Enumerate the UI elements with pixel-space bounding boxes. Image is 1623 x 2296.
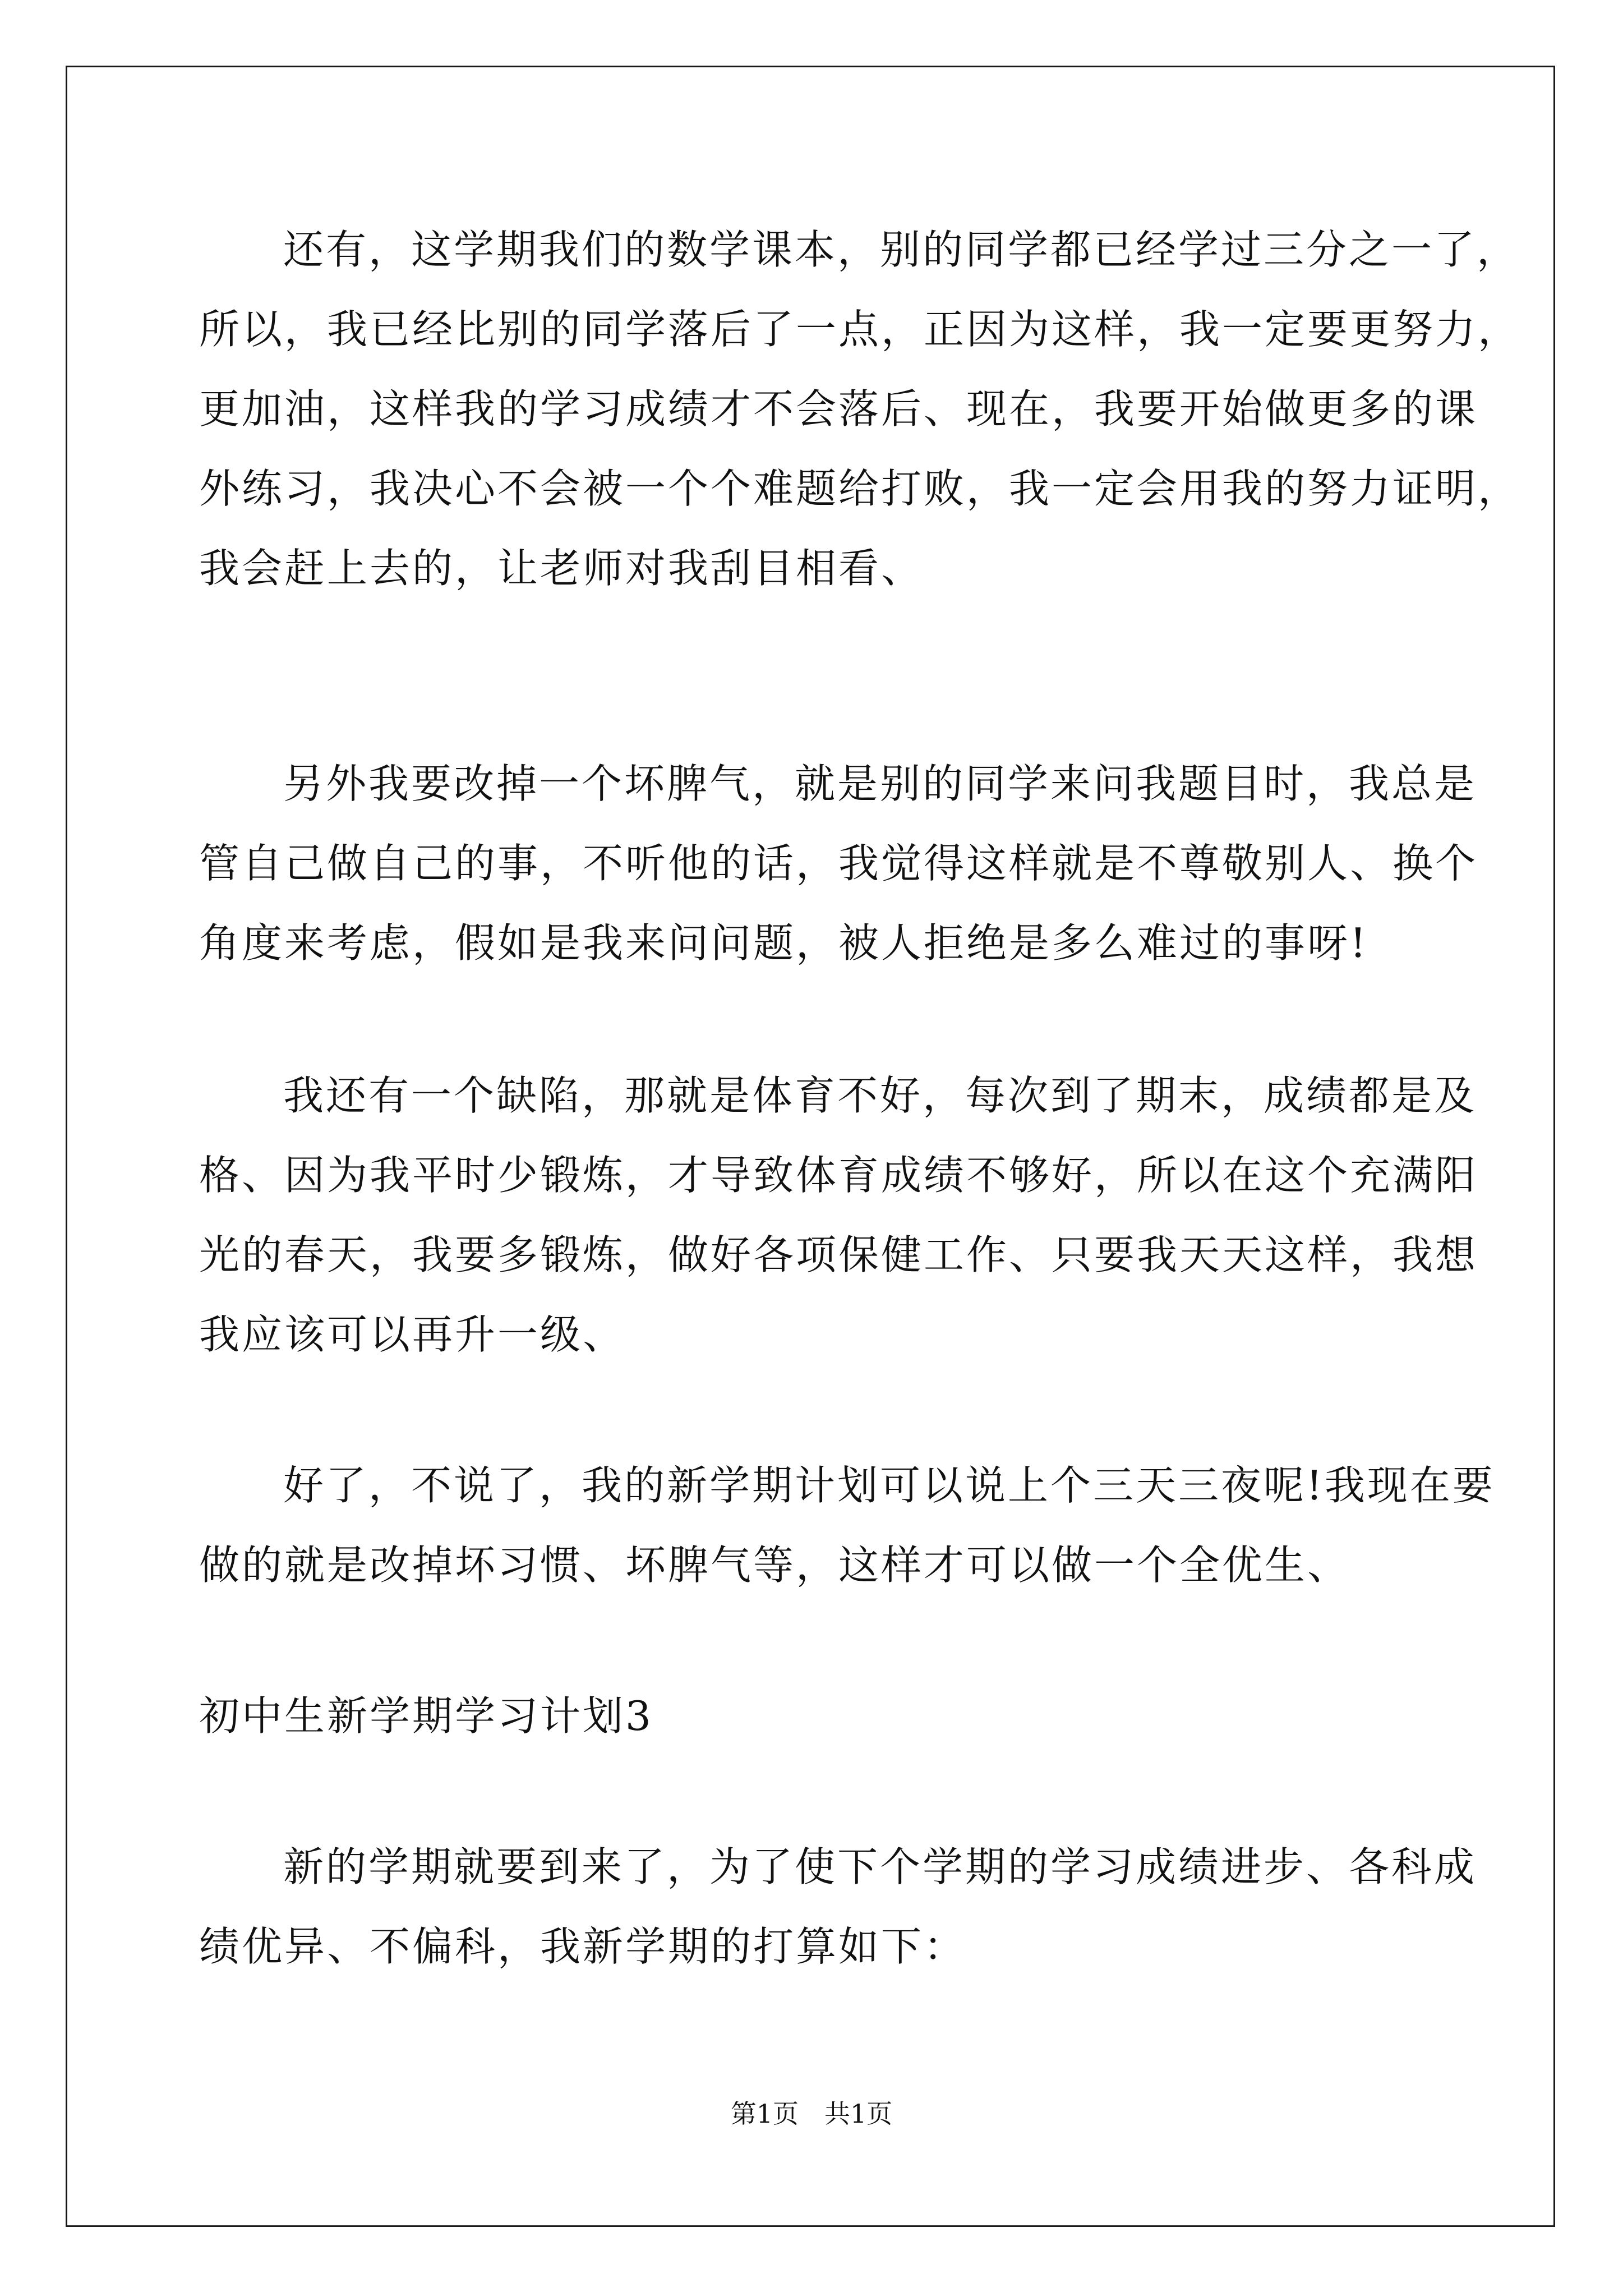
- paragraph-line: 还有，这学期我们的数学课本，别的同学都已经学过三分之一了，: [283, 226, 1520, 273]
- paragraph-line: 所以，我已经比别的同学落后了一点，正因为这样，我一定要更努力，: [199, 306, 1521, 353]
- paragraph-line: 格、因为我平时少锻炼，才导致体育成绩不够好，所以在这个充满阳: [199, 1152, 1478, 1199]
- paragraph-line: 我还有一个缺陷，那就是体育不好，每次到了期末，成绩都是及: [283, 1072, 1477, 1119]
- paragraph-line: 光的春天，我要多锻炼，做好各项保健工作、只要我天天这样，我想: [199, 1231, 1478, 1278]
- section-heading: 初中生新学期学习计划3: [199, 1692, 653, 1740]
- paragraph-line: 做的就是改掉坏习惯、坏脾气等，这样才可以做一个全优生、: [199, 1542, 1350, 1589]
- page-number-footer: 第1页 共1页: [730, 2099, 893, 2129]
- paragraph-line: 我应该可以再升一级、: [199, 1311, 626, 1358]
- paragraph-line: 另外我要改掉一个坏脾气，就是别的同学来问我题目时，我总是: [283, 760, 1477, 807]
- paragraph-line: 新的学期就要到来了，为了使下个学期的学习成绩进步、各科成: [283, 1843, 1477, 1890]
- paragraph-line: 外练习，我决心不会被一个个难题给打败，我一定会用我的努力证明，: [199, 465, 1521, 512]
- paragraph-line: 角度来考虑，假如是我来问问题，被人拒绝是多么难过的事呀!: [199, 919, 1368, 967]
- paragraph-line: 我会赶上去的，让老师对我刮目相看、: [199, 545, 924, 592]
- paragraph-line: 好了，不说了，我的新学期计划可以说上个三天三夜呢!我现在要: [283, 1462, 1495, 1509]
- paragraph-line: 管自己做自己的事，不听他的话，我觉得这样就是不尊敬别人、换个: [199, 840, 1478, 887]
- paragraph-line: 绩优异、不偏科，我新学期的打算如下：: [199, 1923, 967, 1970]
- paragraph-line: 更加油，这样我的学习成绩才不会落后、现在，我要开始做更多的课: [199, 385, 1478, 432]
